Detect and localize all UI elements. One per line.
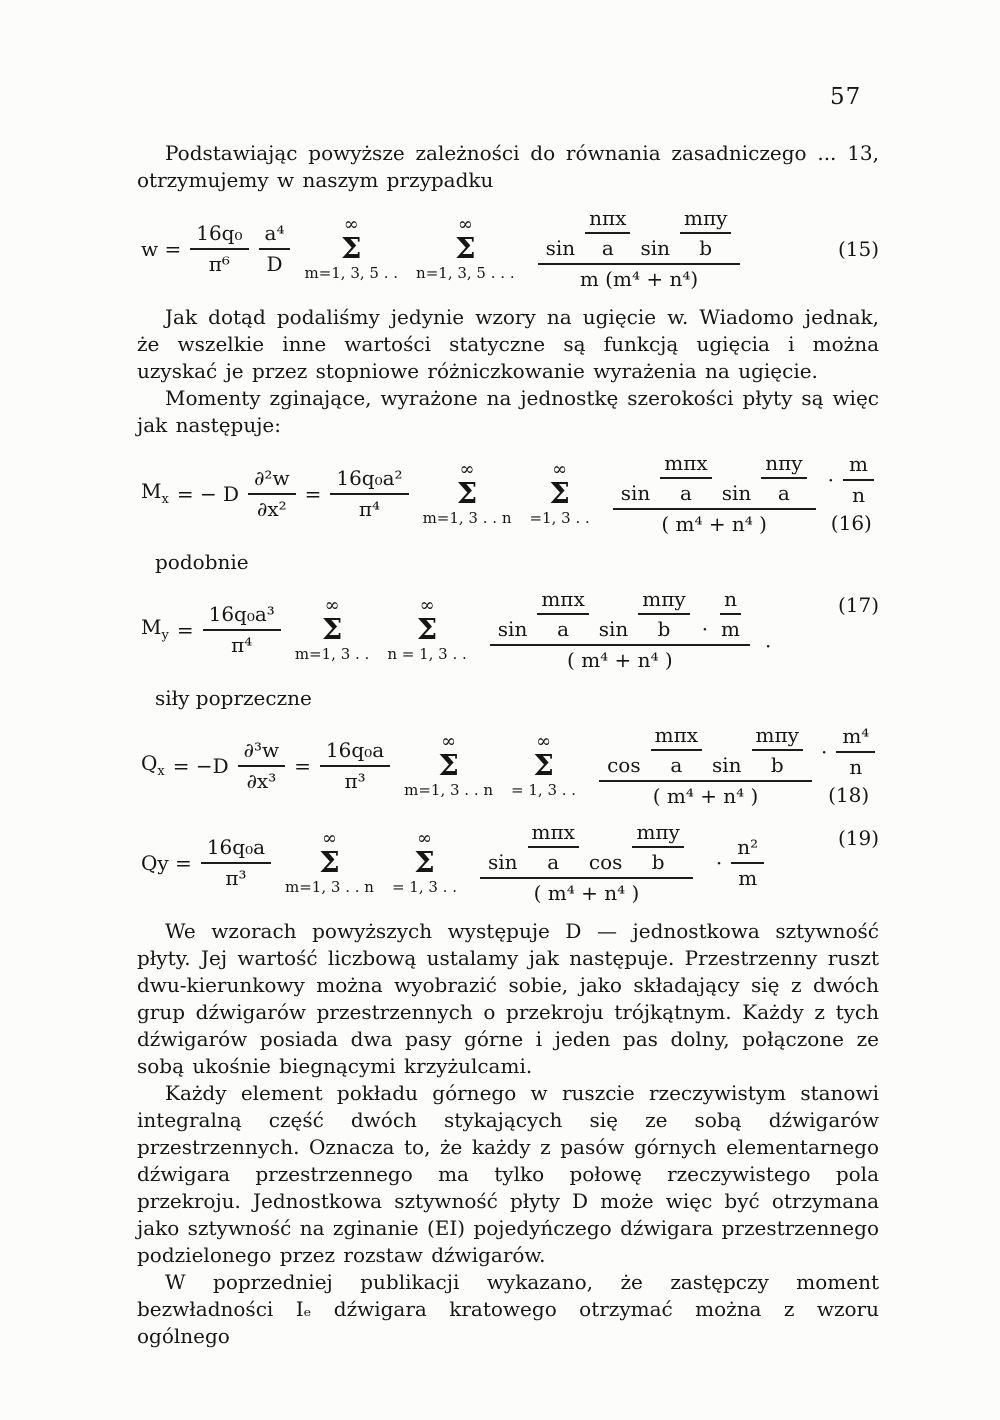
multiplier-and-number: [817, 725, 880, 807]
fraction: [836, 725, 875, 779]
fraction-numerator: [613, 452, 816, 510]
fraction-numerator: mπx: [660, 452, 711, 479]
fraction-numerator: 16q₀a²: [330, 467, 408, 495]
sigma-symbol: Σ: [321, 611, 343, 646]
fraction: [752, 724, 803, 777]
fraction: [731, 836, 764, 890]
main-fraction: [599, 724, 812, 808]
summation: [416, 213, 515, 283]
fraction-numerator: [599, 724, 812, 782]
variable-Qy: Qy =: [141, 850, 192, 875]
fraction-denominator: n: [849, 755, 863, 779]
sigma-symbol: Σ: [455, 230, 476, 265]
fraction-numerator: m⁴: [836, 725, 875, 753]
multiplication-dot: ·: [764, 634, 772, 658]
cos-function: cos: [607, 753, 641, 777]
fraction-denominator: π⁶: [208, 252, 230, 276]
label-podobnie: podobnie: [155, 550, 249, 574]
multiplication-dot: ·: [827, 467, 835, 492]
sin-function: sin: [545, 236, 576, 260]
fraction: [528, 821, 579, 874]
equation-19: [137, 821, 879, 905]
sin-function: sin: [620, 481, 651, 505]
fraction-numerator: [490, 588, 750, 646]
variable-base: M: [141, 479, 162, 504]
multiplication-dot: ·: [701, 617, 709, 641]
sin-function: sin: [497, 617, 528, 641]
summation: [529, 458, 590, 528]
fraction-numerator: 16q₀a: [320, 739, 390, 767]
fraction-denominator: a: [670, 753, 683, 777]
multiplier-fraction: [817, 725, 880, 779]
equation-number: (17): [837, 593, 879, 617]
fraction-denominator: b: [657, 617, 671, 641]
fraction-numerator: mπy: [638, 588, 689, 615]
cos-function: cos: [588, 850, 623, 874]
fraction-denominator: a: [547, 850, 560, 874]
page-number: 57: [830, 84, 862, 110]
multiplier-fraction: [712, 836, 769, 890]
summation: [391, 827, 457, 897]
fraction: [190, 222, 248, 276]
fraction-denominator: n: [852, 483, 865, 507]
fraction-numerator: ∂²w: [248, 467, 295, 495]
equation-17: [137, 588, 879, 672]
fraction-denominator: b: [651, 850, 665, 874]
fraction: [259, 222, 291, 276]
equation-lhs: w =: [141, 236, 182, 261]
sigma-symbol: Σ: [416, 611, 438, 646]
infinity-symbol: ∞: [457, 213, 473, 235]
fraction-denominator: m: [721, 617, 740, 641]
main-fraction: [538, 207, 741, 291]
fraction: [660, 452, 711, 505]
fraction-denominator: D: [266, 252, 283, 276]
paragraph-moments: Momenty zginające, wyrażone na jednostkę szerokości płyty są więc jak następuje:: [137, 386, 879, 437]
fraction-numerator: a⁴: [259, 222, 291, 250]
fraction-numerator: mπy: [680, 207, 731, 234]
main-fraction: [480, 821, 693, 905]
fraction-denominator: π³: [344, 769, 366, 793]
paragraph-stiffness: We wzorach powyższych występuje D — jednostkowa sztywność płyty. Jej wartość liczbową ustalamy jak następuje. Przestrzenny ruszt dwu-kierunkowy można wyobrazić sobie, jako składający się z dwóch grup dźwigarów przestrzennych o przekroju trójkątnym. Każdy z tych dźwigarów posiada dwa pasy górne i jeden pas dolny, połączone ze sobą ukośnie biegnącymi krzyżulcami.: [137, 919, 879, 1078]
fraction-numerator: mπy: [632, 821, 683, 848]
summation: [404, 730, 494, 800]
fraction-denominator: a: [680, 481, 692, 505]
equals-sign: =: [304, 481, 322, 506]
fraction-denominator: ( m⁴ + n⁴ ): [533, 881, 640, 905]
summation: [511, 730, 577, 800]
fraction-numerator: m: [843, 453, 874, 481]
variable-base: M: [141, 615, 162, 640]
coefficient-fraction: [330, 467, 408, 521]
fraction-denominator: b: [699, 236, 713, 260]
fraction-denominator: ∂x²: [257, 497, 287, 521]
infinity-symbol: ∞: [416, 827, 432, 849]
sigma-symbol: Σ: [341, 230, 362, 265]
fraction-numerator: 16q₀a: [201, 836, 271, 864]
sin-function: sin: [487, 850, 518, 874]
sigma-symbol: Σ: [319, 844, 340, 879]
summation: [304, 213, 399, 283]
paragraph-deck-element: Każdy element pokładu górnego w ruszcie rzeczywistym stanowi integralną część dwóch stykających się ze sobą dźwigarów przestrzennych. Oznacza to, że każdy z pasów górnych elementarnego dźwigara przestrzennego ma tylko połowę rzeczywistego pola przekroju. Jednostkowa sztywność płyty D może więc być otrzymana jako sztywność na zginanie (EI) pojedyńczego dźwigara przestrzennego podzielonego przez rozstaw dźwigarów.: [137, 1081, 879, 1267]
operator: = −D: [172, 753, 229, 778]
fraction: [680, 207, 731, 260]
fraction: [720, 588, 741, 641]
summation-limits: m=1, 3 . . n: [285, 878, 374, 897]
fraction: [651, 724, 702, 777]
equation-16: [137, 452, 879, 536]
coefficient-fraction: [201, 836, 271, 890]
coefficient-fraction: [203, 603, 281, 657]
text-column: [137, 140, 879, 1350]
infinity-symbol: ∞: [419, 594, 435, 616]
equation-number: (16): [830, 511, 872, 535]
fraction-numerator: nπy: [761, 452, 806, 479]
summation-limits: m=1, 3 . . n: [404, 781, 494, 800]
paragraph-intro: Podstawiając powyższe zależności do równania zasadniczego ... 13, otrzymujemy w naszym przypadku: [137, 141, 879, 192]
fraction: [638, 588, 689, 641]
equation-15: [137, 207, 879, 291]
equation-number: (18): [828, 783, 870, 807]
fraction-numerator: 16q₀a³: [203, 603, 281, 631]
infinity-symbol: ∞: [459, 458, 475, 480]
paragraph-previous-publication: W poprzedniej publikacji wykazano, że zastępczy moment bezwładności Iₑ dźwigara kratowego otrzymać można z wzoru ogólnego: [137, 1270, 879, 1348]
sigma-symbol: Σ: [533, 747, 554, 782]
fraction: [843, 453, 874, 507]
variable-Qx: [141, 752, 165, 780]
fraction-numerator: n: [720, 588, 741, 615]
coefficient-fraction: [320, 739, 390, 793]
sigma-symbol: Σ: [438, 747, 459, 782]
multiplication-dot: ·: [715, 850, 723, 875]
summation-limits: = 1, 3 . .: [391, 878, 457, 897]
summation: [387, 594, 467, 664]
multiplication-dot: ·: [820, 739, 828, 764]
fraction-denominator: π⁴: [231, 633, 253, 657]
summation-limits: m=1, 3 . . n: [422, 509, 512, 528]
fraction-numerator: mπx: [651, 724, 702, 751]
variable-base: Q: [141, 751, 158, 776]
summation: [294, 594, 370, 664]
fraction-numerator: nπx: [585, 207, 630, 234]
fraction-denominator: a: [777, 481, 790, 505]
infinity-symbol: ∞: [321, 827, 337, 849]
infinity-symbol: ∞: [552, 458, 568, 480]
multiplier-and-number: [824, 453, 879, 535]
fraction-denominator: ∂x³: [246, 769, 277, 793]
operator: = − D: [176, 481, 240, 506]
variable-subscript: y: [161, 628, 169, 644]
variable-subscript: x: [161, 492, 169, 508]
summation-limits: = 1, 3 . .: [511, 781, 577, 800]
fraction-denominator: a: [557, 617, 569, 641]
main-fraction: [613, 452, 816, 536]
sin-function: sin: [712, 753, 742, 777]
sigma-symbol: Σ: [456, 475, 478, 510]
paragraph-deflection: Jak dotąd podaliśmy jedynie wzory na ugięcie w. Wiadomo jednak, że wszelkie inne wartości statyczne są funkcją ugięcia i można uzyskać je przez stopniowe różniczkowanie wyrażenia na ugięcie.: [137, 305, 879, 383]
fraction: [632, 821, 683, 874]
fraction-denominator: π³: [225, 866, 247, 890]
equals-sign: =: [294, 753, 311, 778]
fraction: [537, 588, 588, 641]
fraction-denominator: a: [601, 236, 614, 260]
sin-function: sin: [598, 617, 629, 641]
equals-sign: =: [176, 617, 194, 642]
infinity-symbol: ∞: [324, 594, 340, 616]
summation: [422, 458, 512, 528]
sigma-symbol: Σ: [414, 844, 435, 879]
fraction-numerator: n²: [731, 836, 764, 864]
summation-limits: n = 1, 3 . .: [387, 645, 467, 664]
label-sily-poprzeczne: siły poprzeczne: [155, 686, 312, 710]
variable-My: [141, 616, 169, 644]
fraction-denominator: m: [738, 866, 758, 890]
sigma-symbol: Σ: [549, 475, 570, 510]
multiplier-fraction: [824, 453, 879, 507]
fraction: [761, 452, 806, 505]
fraction-numerator: mπy: [752, 724, 803, 751]
summation-limits: m=1, 3 . .: [294, 645, 370, 664]
summation: [285, 827, 374, 897]
equation-number: (15): [837, 236, 879, 261]
fraction-denominator: ( m⁴ + n⁴ ): [567, 648, 673, 672]
infinity-symbol: ∞: [343, 213, 359, 235]
fraction-numerator: ∂³w: [238, 739, 285, 767]
fraction-numerator: [480, 821, 693, 879]
fraction-denominator: ( m⁴ + n⁴ ): [661, 512, 767, 536]
main-fraction: [490, 588, 750, 672]
fraction-denominator: b: [770, 753, 784, 777]
sin-function: sin: [721, 481, 752, 505]
derivative-fraction: [248, 467, 295, 521]
fraction-numerator: 16q₀: [190, 222, 248, 250]
fraction-denominator: m (m⁴ + n⁴): [579, 267, 699, 291]
fraction: [585, 207, 630, 260]
fraction-numerator: mπx: [537, 588, 588, 615]
variable-Mx: [141, 480, 169, 508]
fraction-numerator: [538, 207, 741, 265]
summation-limits: n=1, 3, 5 . . .: [416, 264, 515, 283]
equation-18: [137, 724, 879, 808]
summation-limits: =1, 3 . .: [529, 509, 590, 528]
summation-limits: m=1, 3, 5 . .: [304, 264, 399, 283]
fraction-denominator: π⁴: [358, 497, 381, 521]
sin-function: sin: [640, 236, 670, 260]
infinity-symbol: ∞: [536, 730, 552, 752]
variable-subscript: x: [157, 764, 165, 780]
fraction-numerator: mπx: [528, 821, 579, 848]
fraction-denominator: ( m⁴ + n⁴ ): [652, 784, 759, 808]
equation-number: (19): [837, 826, 879, 850]
derivative-fraction: [238, 739, 285, 793]
infinity-symbol: ∞: [441, 730, 457, 752]
